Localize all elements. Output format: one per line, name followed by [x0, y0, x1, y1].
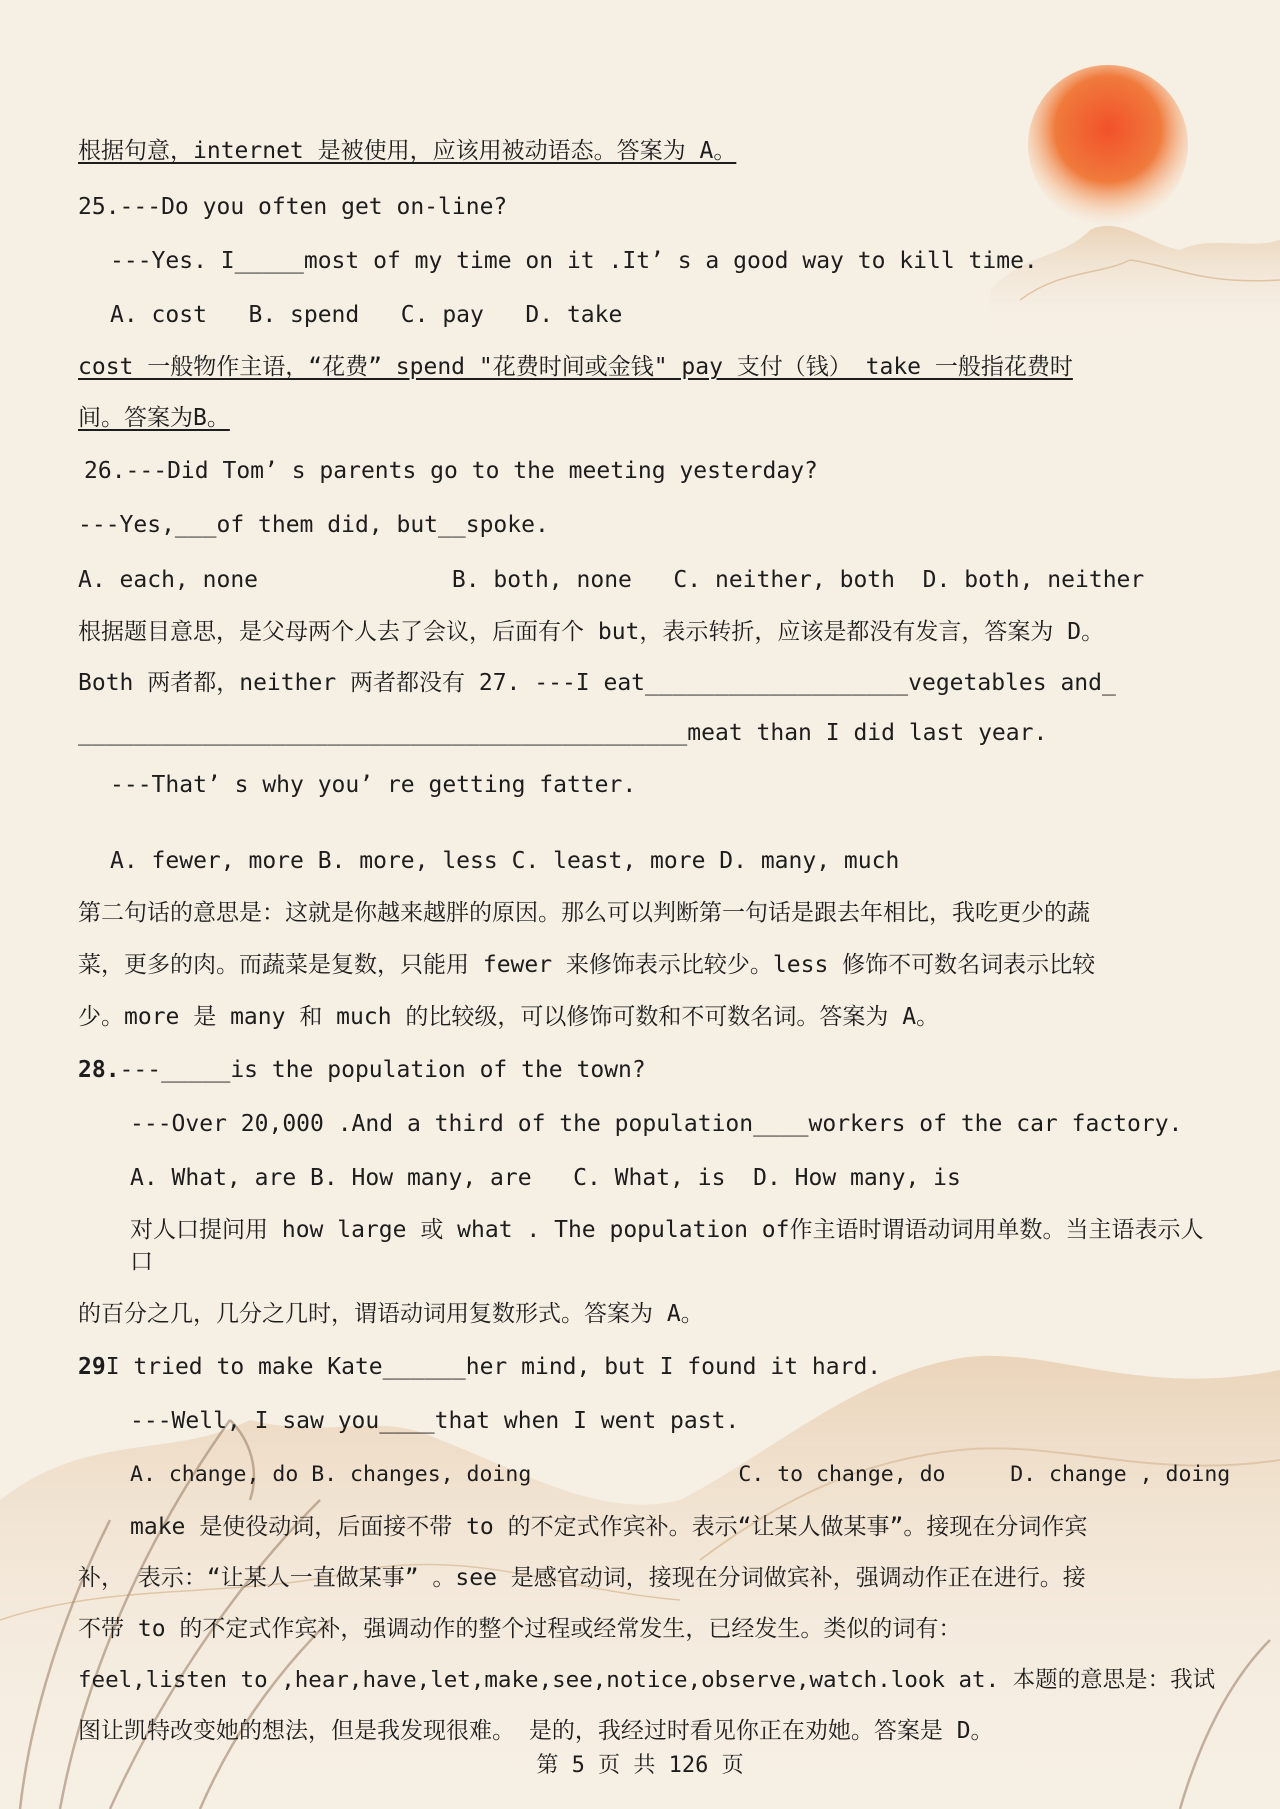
answer-29-explanation-1: make 是使役动词，后面接不带 to 的不定式作宾补。表示“让某人做某事”。接现在分词作宾	[130, 1514, 1088, 1540]
answer-27-explanation-1: 第二句话的意思是：这就是你越来越胖的原因。那么可以判断第一句话是跟去年相比，我吃更少的蔬	[78, 900, 1090, 926]
answer-28-explanation-3: 的百分之几，几分之几时，谓语动词用复数形式。答案为 A。	[78, 1301, 704, 1327]
question-29-options: A. change, do B. changes, doing C. to change, do D. change , doing	[130, 1462, 1231, 1487]
question-28-options: A. What, are B. How many, are C. What, is D. How many, is	[130, 1165, 961, 1191]
answer-29-explanation-4: feel,listen to ,hear,have,let,make,see,notice,observe,watch.look at. 本题的意思是：我试	[78, 1667, 1216, 1693]
question-28-reply: ---Over 20,000 .And a third of the population____workers of the car factory.	[130, 1111, 1183, 1137]
question-28	[78, 1055, 646, 1085]
question-29-number: 29	[78, 1354, 106, 1380]
answer-28-explanation-2: 口	[130, 1249, 153, 1275]
question-28-text: ---_____is the population of the town?	[119, 1057, 646, 1083]
answer-24-explanation: 根据句意，internet 是被使用，应该用被动语态。答案为 A。	[78, 138, 737, 164]
question-27: Both 两者都，neither 两者都没有 27. ---I eat___________________vegetables and_	[78, 670, 1116, 696]
question-26: 26.---Did Tom’ s parents go to the meeting yesterday?	[84, 458, 818, 484]
answer-29-explanation-3: 不带 to 的不定式作宾补，强调动作的整个过程或经常发生，已经发生。类似的词有：	[78, 1616, 962, 1642]
answer-25-explanation: cost 一般物作主语，“花费” spend "花费时间或金钱" pay 支付（钱） take 一般指花费时	[78, 354, 1073, 380]
question-27-continued: ____________________________________________meat than I did last year.	[78, 720, 1048, 746]
answer-25-explanation-end: 间。答案为B。	[78, 405, 230, 431]
question-29	[78, 1352, 881, 1382]
question-28-number: 28.	[78, 1057, 120, 1083]
question-27-reply: ---That’ s why you’ re getting fatter.	[110, 772, 637, 798]
question-29-text: I tried to make Kate______her mind, but I found it hard.	[105, 1354, 882, 1380]
question-25: 25.---Do you often get on-line?	[78, 194, 508, 220]
question-25-options: A. cost B. spend C. pay D. take	[110, 302, 623, 328]
answer-26-explanation: 根据题目意思，是父母两个人去了会议，后面有个 but，表示转折，应该是都没有发言，答案为 D。	[78, 619, 1105, 645]
question-26-reply: ---Yes,___of them did, but__spoke.	[78, 512, 549, 538]
question-25-reply: ---Yes. I_____most of my time on it .It’ s a good way to kill time.	[110, 248, 1038, 274]
question-29-reply: ---Well, I saw you____that when I went past.	[130, 1408, 740, 1434]
answer-28-explanation-1: 对人口提问用 how large 或 what . The population of作主语时谓语动词用单数。当主语表示人	[130, 1217, 1204, 1243]
answer-29-explanation-5: 图让凯特改变她的想法，但是我发现很难。 是的，我经过时看见你正在劝她。答案是 D。	[78, 1718, 994, 1744]
answer-27-explanation-2: 菜，更多的肉。而蔬菜是复数，只能用 fewer 来修饰表示比较少。less 修饰不可数名词表示比较	[78, 952, 1096, 978]
answer-27-explanation-3: 少。more 是 many 和 much 的比较级，可以修饰可数和不可数名词。答案为 A。	[78, 1004, 940, 1030]
page-footer: 第 5 页 共 126 页	[536, 1753, 744, 1778]
answer-29-explanation-2: 补， 表示：“让某人一直做某事” 。see 是感官动词，接现在分词做宾补，强调动作正在进行。接	[78, 1565, 1086, 1591]
question-26-options: A. each, none B. both, none C. neither, both D. both, neither	[78, 567, 1145, 593]
question-27-options: A. fewer, more B. more, less C. least, more D. many, much	[110, 848, 900, 874]
